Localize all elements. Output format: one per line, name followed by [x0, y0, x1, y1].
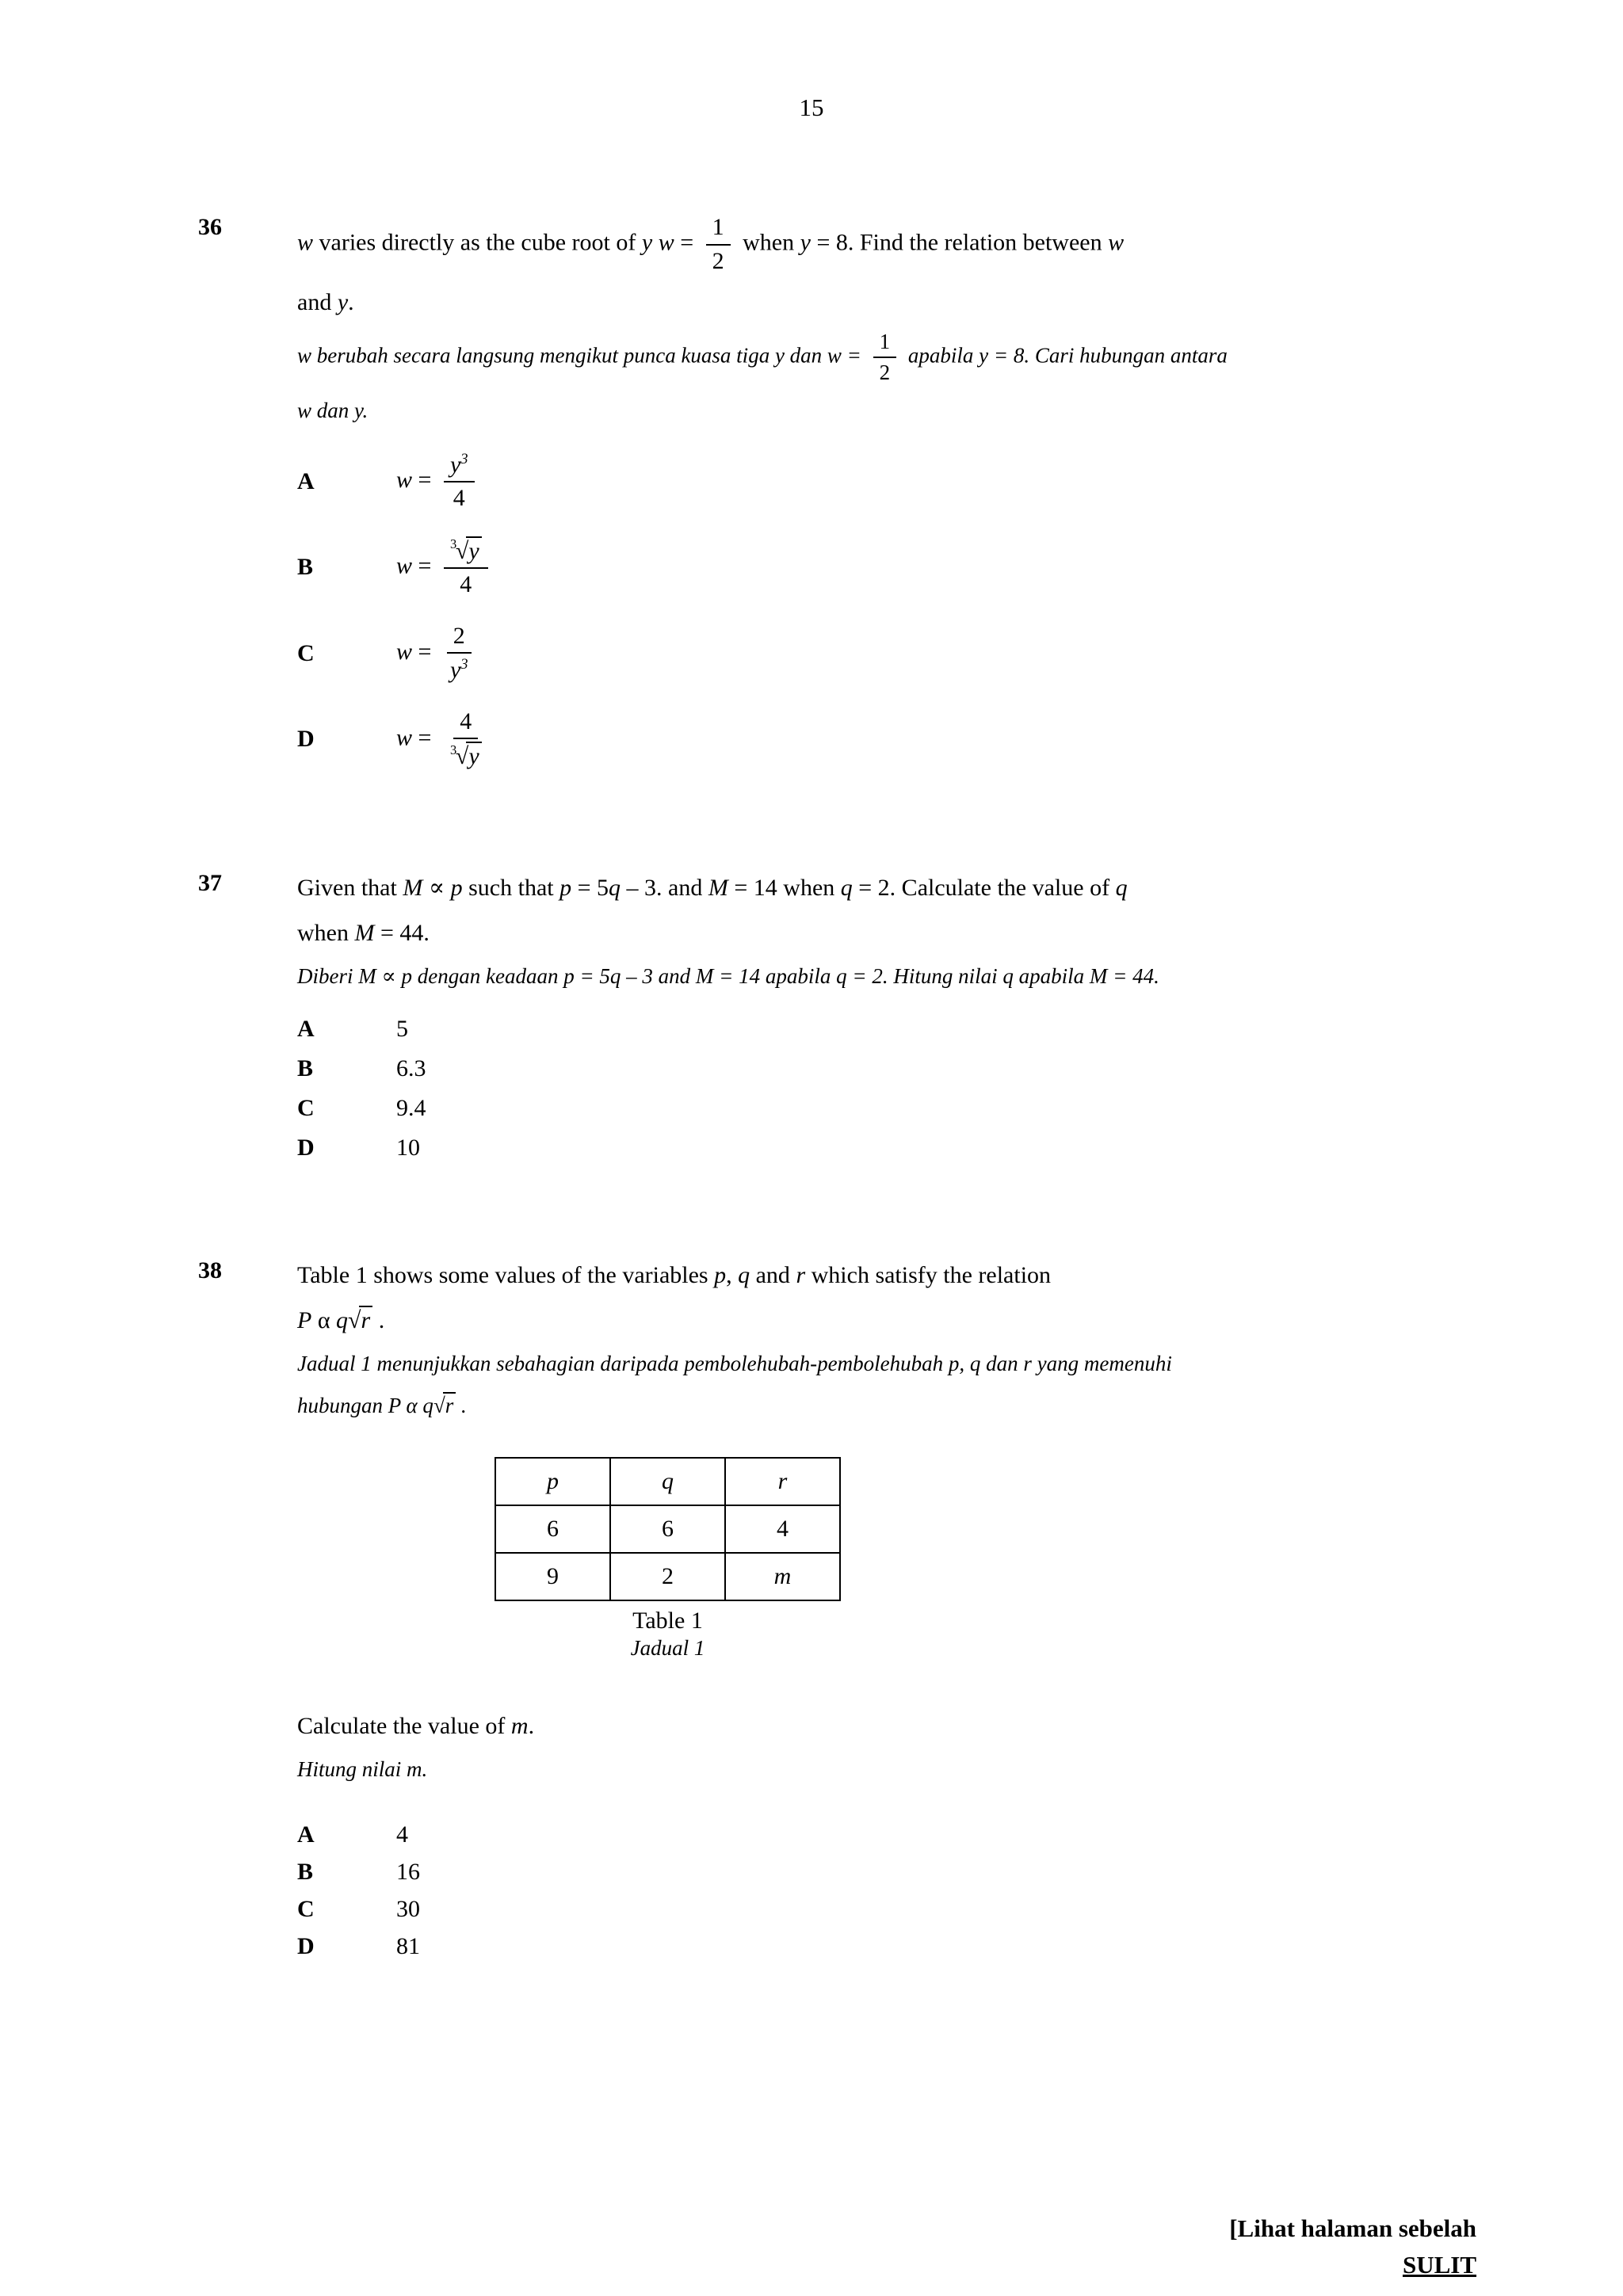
option-36-a-value: w = $\frac{y^3}{4}$ — [396, 451, 481, 513]
question-37-number: 37 — [198, 869, 222, 896]
option-38-c-value: 30 — [396, 1895, 420, 1922]
option-36-b-value: w = $\frac{^3√y}{4}$ — [396, 536, 495, 599]
question-37-line-2: when M = 44. — [297, 919, 430, 946]
option-37-a-value: 5 — [396, 1016, 408, 1043]
question-36-options — [297, 451, 1544, 771]
question-36-line-2: and y. — [297, 289, 354, 315]
question-37-malay-line-1: Diberi M ∝ p dengan keadaan p = 5q – 3 and M = 14 apabila q = 2. Hitung nilai q apabila M = 44. — [297, 963, 1159, 988]
table-header-p: p — [495, 1458, 610, 1505]
question-38-body — [297, 1257, 1544, 1970]
question-36-malay-line-2: w dan y. — [297, 399, 369, 423]
option-38-b — [297, 1859, 1544, 1886]
question-36-body — [297, 214, 1544, 795]
question-38-calc-malay: Hitung nilai m. — [297, 1757, 428, 1782]
table-cell: 9 — [495, 1553, 610, 1600]
option-37-d-label: D — [297, 1135, 315, 1161]
option-38-c-label: C — [297, 1895, 315, 1922]
table-cell: 2 — [610, 1553, 725, 1600]
option-36-c — [297, 623, 1544, 685]
option-37-b — [297, 1055, 1544, 1082]
option-37-c — [297, 1095, 1544, 1122]
question-38-number: 38 — [198, 1257, 222, 1284]
table-header-q: q — [610, 1458, 725, 1505]
page-footer — [1229, 2212, 1476, 2282]
option-38-a — [297, 1821, 1544, 1848]
question-36-line-1: w varies directly as the cube root of y w = $\frac{1}{2}$ when y = 8. Find the relation between w — [297, 214, 1125, 274]
option-36-c-label: C — [297, 639, 315, 666]
option-37-c-value: 9.4 — [396, 1095, 426, 1122]
option-38-d-label: D — [297, 1932, 315, 1959]
option-38-c — [297, 1896, 1544, 1923]
question-38-line-2: P α q√r . — [297, 1307, 385, 1334]
option-37-d-value: 10 — [396, 1135, 420, 1161]
table-cell: 6 — [610, 1505, 725, 1553]
option-38-d — [297, 1933, 1544, 1960]
table-cell: 4 — [725, 1505, 840, 1553]
option-38-b-label: B — [297, 1858, 314, 1885]
option-36-d-label: D — [297, 726, 315, 753]
option-37-c-label: C — [297, 1095, 315, 1122]
option-36-b-label: B — [297, 554, 314, 581]
question-38-malay-line-1: Jadual 1 menunjukkan sebahagian daripada pembolehubah-pembolehubah p, q dan r yang memenuhi — [297, 1352, 1172, 1376]
footer-sulit: SULIT — [1402, 2251, 1476, 2279]
option-36-d — [297, 708, 1544, 771]
table-caption-ms: Jadual 1 — [630, 1636, 705, 1661]
table-cell-m: m — [725, 1553, 840, 1600]
table-caption — [495, 1608, 841, 1661]
table-row — [495, 1505, 840, 1553]
option-37-b-value: 6.3 — [396, 1055, 426, 1082]
option-38-d-value: 81 — [396, 1932, 420, 1959]
question-37-options — [297, 1016, 1544, 1161]
option-36-b — [297, 536, 1544, 599]
question-36 — [198, 214, 1544, 795]
page-number: 15 — [799, 93, 824, 121]
question-38-malay-line-2: hubungan P α q√r . — [297, 1393, 467, 1417]
option-36-a-label: A — [297, 467, 315, 494]
question-38-line-1: Table 1 shows some values of the variables p, q and r which satisfy the relation — [297, 1262, 1052, 1289]
option-37-b-label: B — [297, 1055, 314, 1082]
option-37-d — [297, 1135, 1544, 1161]
option-36-d-value: w = $\frac{4}{^3√y}$ — [396, 708, 495, 771]
question-36-malay-line-1: w berubah secara langsung mengikut punca kuasa tiga y dan w = $\frac{1}{2}$ apabila y = 8. Cari hubungan antara — [297, 330, 1228, 385]
values-table-header-row — [495, 1458, 840, 1505]
option-38-b-value: 16 — [396, 1858, 420, 1885]
option-36-a — [297, 451, 1544, 513]
table-header-r: r — [725, 1458, 840, 1505]
question-37-line-1: Given that M ∝ p such that p = 5q – 3. and M = 14 when q = 2. Calculate the value of q — [297, 874, 1128, 901]
footer-note: [Lihat halaman sebelah — [1229, 2214, 1476, 2243]
option-36-c-value: w = $\frac{2}{y^3}$ — [396, 623, 481, 685]
question-38 — [198, 1257, 1544, 1970]
question-37-body — [297, 870, 1544, 1175]
option-37-a — [297, 1016, 1544, 1043]
question-37 — [198, 870, 1544, 1175]
option-38-a-value: 4 — [396, 1821, 408, 1848]
table-cell: 6 — [495, 1505, 610, 1553]
values-table — [495, 1457, 841, 1601]
option-38-a-label: A — [297, 1821, 315, 1848]
question-38-options — [297, 1821, 1544, 1960]
table-row — [495, 1553, 840, 1600]
option-37-a-label: A — [297, 1016, 315, 1043]
table-caption-en: Table 1 — [632, 1608, 703, 1634]
question-38-calc-line: Calculate the value of m. — [297, 1713, 535, 1740]
question-36-number: 36 — [198, 214, 222, 240]
